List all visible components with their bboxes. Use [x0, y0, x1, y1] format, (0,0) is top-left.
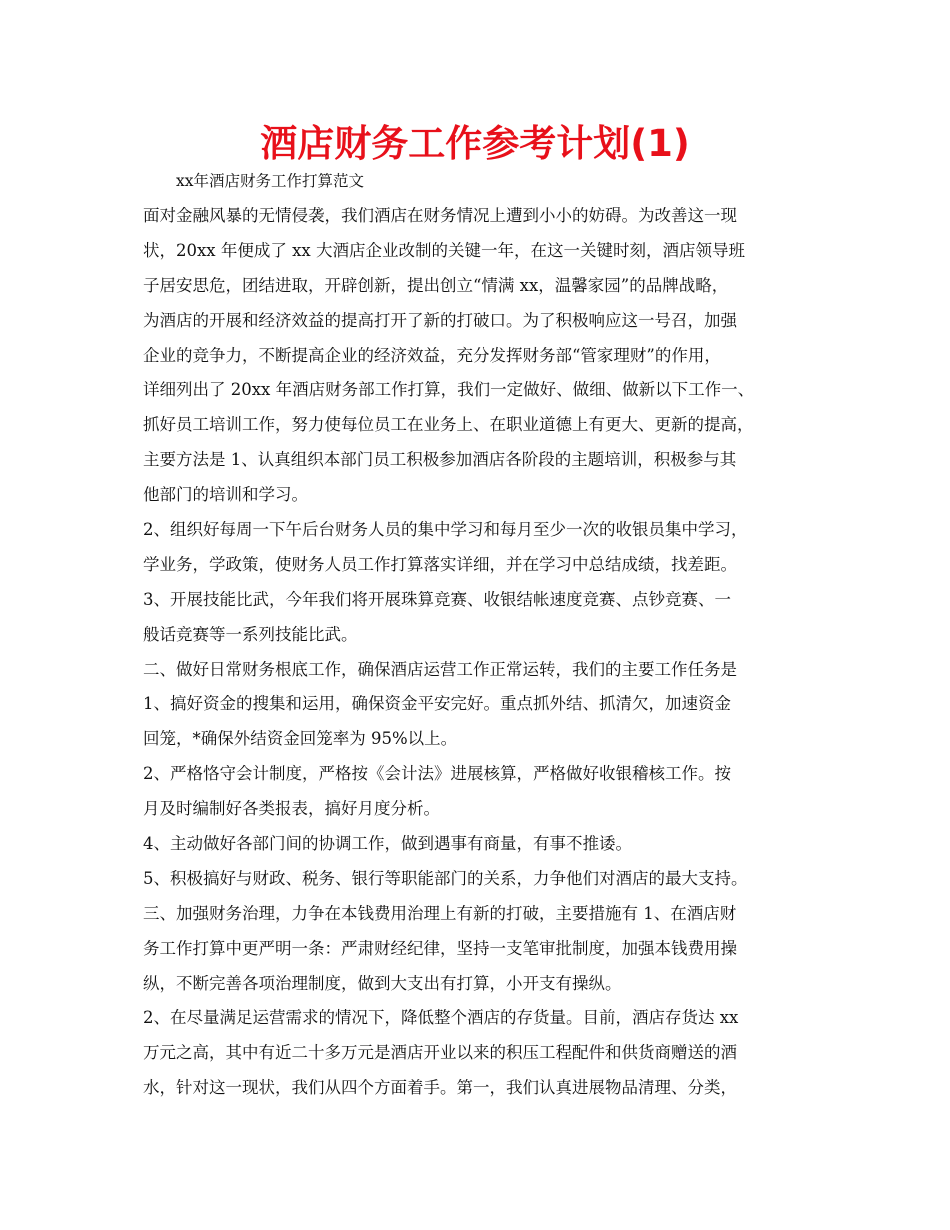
body-line: 详细列出了 20xx 年酒店财务部工作打算，我们一定做好、做细、做新以下工作一、: [143, 380, 755, 400]
body-line: 企业的竞争力，不断提高企业的经济效益，充分发挥财务部“管家理财”的作用，: [143, 345, 721, 365]
body-line: 1、搞好资金的搜集和运用，确保资金平安完好。重点抓外结、抓清欠，加速资金: [143, 694, 731, 714]
body-line: 2、组织好每周一下午后台财务人员的集中学习和每月至少一次的收银员集中学习，: [143, 520, 748, 540]
body-line: 2、在尽量满足运营需求的情况下，降低整个酒店的存货量。目前，酒店存货达 xx: [143, 1008, 739, 1028]
body-line: 万元之高，其中有近二十多万元是酒店开业以来的积压工程配件和供货商赠送的酒: [143, 1043, 737, 1063]
body-line: 面对金融风暴的无情侵袭，我们酒店在财务情况上遭到小小的妨碍。为改善这一现: [143, 206, 737, 225]
body-line: 三、加强财务治理，力争在本钱费用治理上有新的打破，主要措施有 1、在酒店财: [143, 903, 737, 923]
body-line: 月及时编制好各类报表，搞好月度分析。: [143, 799, 440, 819]
body-line: 子居安思危，团结进取，开辟创新，提出创立“情满 xx，温馨家园”的品牌战略，: [143, 275, 729, 295]
body-line: 2、严格恪守会计制度，严格按《会计法》进展核算，严格做好收银稽核工作。按: [143, 764, 731, 784]
body-line: 主要方法是 1、认真组织本部门员工积极参加酒店各阶段的主题培训，积极参与其: [143, 450, 737, 470]
body-line: 4、主动做好各部门间的协调工作，做到遇事有商量，有事不推诿。: [143, 834, 632, 854]
body-line: 5、积极搞好与财政、税务、银行等职能部门的关系，力争他们对酒店的最大支持。: [143, 868, 748, 888]
body-line: 回笼，*确保外结资金回笼率为 95%以上。: [143, 729, 458, 749]
body-line: 纵，不断完善各项治理制度，做到大支出有打算，小开支有操纵。: [143, 973, 622, 993]
body-line: 般话竞赛等一系列技能比武。: [143, 624, 358, 644]
body-line: 二、做好日常财务根底工作，确保酒店运营工作正常运转，我们的主要工作任务是: [143, 659, 737, 679]
body-line: 3、开展技能比武，今年我们将开展珠算竞赛、收银结帐速度竞赛、点钞竞赛、一: [143, 589, 731, 609]
document-title: 酒店财务工作参考计划(1): [260, 122, 690, 165]
body-line: 水，针对这一现状，我们从四个方面着手。第一，我们认真进展物品清理、分类，: [143, 1078, 737, 1098]
body-line: 状，20xx 年便成了 xx 大酒店企业改制的关键一年，在这一关键时刻，酒店领导班: [143, 240, 745, 260]
body-line: 务工作打算中更严明一条：严肃财经纪律，坚持一支笔审批制度，加强本钱费用操: [143, 938, 737, 958]
body-line: 他部门的培训和学习。: [143, 485, 308, 505]
body-line: 为酒店的开展和经济效益的提高打开了新的打破口。为了积极响应这一号召，加强: [143, 310, 737, 330]
body-line: 抓好员工培训工作，努力使每位员工在业务上、在职业道德上有更大、更新的提高，: [143, 415, 754, 435]
document-subtitle: xx年酒店财务工作打算范文: [176, 172, 364, 190]
document-body: [143, 199, 833, 1106]
body-line: 学业务，学政策，使财务人员工作打算落实详细，并在学习中总结成绩，找差距。: [143, 554, 737, 574]
